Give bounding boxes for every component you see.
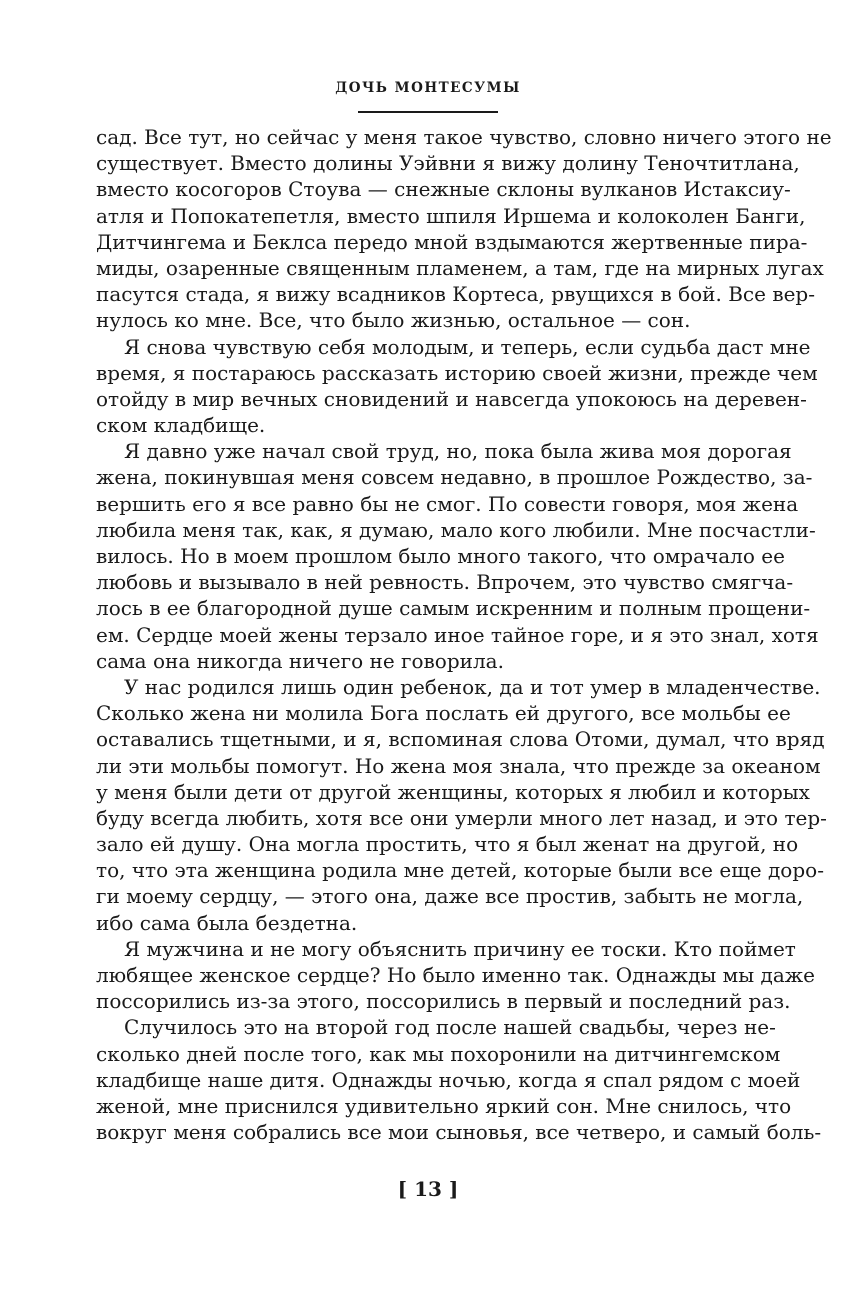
text-line: ибо сама была бездетна. [96, 910, 358, 935]
text-line: пасутся стада, я вижу всадников Кортеса, рвущихся в бой. Все вер- [96, 282, 815, 307]
text-line: нулось ко мне. Все, что было жизнью, остальное — сон. [96, 308, 691, 333]
text-line: У нас родился лишь один ребенок, да и тот умер в младенчестве. [124, 674, 821, 699]
text-line: жена, покинувшая меня совсем недавно, в прошлое Рождество, за- [96, 465, 813, 490]
page-number: [ 13 ] [397, 1177, 459, 1201]
text-line: Сколько жена ни молила Бога послать ей другого, все мольбы ее [96, 701, 791, 726]
text-line: ли эти мольбы помогут. Но жена моя знала, что прежде за океаном [96, 753, 821, 778]
text-line: кладбище наше дитя. Однажды ночью, когда я спал рядом с моей [96, 1067, 801, 1092]
text-line: атля и Попокатепетля, вместо шпиля Иршема и колоколен Банги, [96, 203, 806, 228]
text-line: женой, мне приснился удивительно яркий сон. Мне снилось, что [96, 1093, 792, 1118]
text-line: у меня были дети от другой женщины, которых я любил и которых [96, 779, 810, 804]
text-line: вилось. Но в моем прошлом было много такого, что омрачало ее [96, 544, 785, 568]
text-line: отойду в мир вечных сновидений и навсегда упокоюсь на деревен- [96, 386, 807, 411]
text-line: то, что эта женщина родила мне детей, которые были все еще доро- [96, 858, 824, 883]
text-line: вместо косогоров Стоува — снежные склоны вулканов Истаксиу- [96, 177, 791, 202]
text-line: ем. Сердце моей жены терзало иное тайное горе, и я это знал, хотя [96, 622, 819, 647]
text-line: ском кладбище. [96, 413, 266, 438]
text-line: Я снова чувствую себя молодым, и теперь, если судьба даст мне [124, 334, 811, 359]
text-line: поссорились из-за этого, поссорились в первый и последний раз. [96, 989, 791, 1014]
text-line: сколько дней после того, как мы похоронили на дитчингемском [96, 1041, 781, 1066]
text-line: лось в ее благородной душе самым искренним и полным прощени- [96, 596, 811, 621]
text-line: Дитчингема и Беклса передо мной вздымаются жертвенные пира- [96, 229, 808, 254]
text-line: существует. Вместо долины Уэйвни я вижу долину Теночтитлана, [96, 151, 800, 176]
text-line: вершить его я все равно бы не смог. По совести говоря, моя жена [96, 491, 799, 516]
text-line: оставались тщетными, и я, вспоминая слова Отоми, думал, что вряд [96, 727, 825, 752]
text-line: Я мужчина и не могу объяснить причину ее тоски. Кто поймет [124, 936, 796, 961]
text-line: Случилось это на второй год после нашей свадьбы, через не- [124, 1015, 776, 1040]
text-line: сад. Все тут, но сейчас у меня такое чувство, словно ничего этого не [96, 125, 832, 149]
text-line: Я давно уже начал свой труд, но, пока была жива моя дорогая [124, 439, 792, 464]
running-head-rule [358, 111, 498, 113]
text-line: время, я постараюсь рассказать историю своей жизни, прежде чем [96, 360, 818, 385]
text-line: зало ей душу. Она могла простить, что я был женат на другой, но [96, 832, 799, 857]
text-line: ги моему сердцу, — этого она, даже все простив, забыть не могла, [96, 884, 804, 909]
text-line: миды, озаренные священным пламенем, а там, где на мирных лугах [96, 255, 824, 280]
running-head: ДОЧЬ МОНТЕСУМЫ [335, 80, 521, 96]
body-text [96, 124, 832, 1145]
text-line: вокруг меня собрались все мои сыновья, все четверо, и самый боль- [96, 1120, 822, 1145]
text-line: любовь и вызывало в ней ревность. Впрочем, это чувство смягча- [96, 570, 794, 595]
text-line: буду всегда любить, хотя все они умерли много лет назад, и это тер- [96, 805, 827, 830]
text-line: сама она никогда ничего не говорила. [96, 648, 504, 673]
text-line: любящее женское сердце? Но было именно так. Однажды мы даже [96, 963, 815, 987]
text-line: любила меня так, как, я думаю, мало кого любили. Мне посчастли- [96, 517, 816, 542]
